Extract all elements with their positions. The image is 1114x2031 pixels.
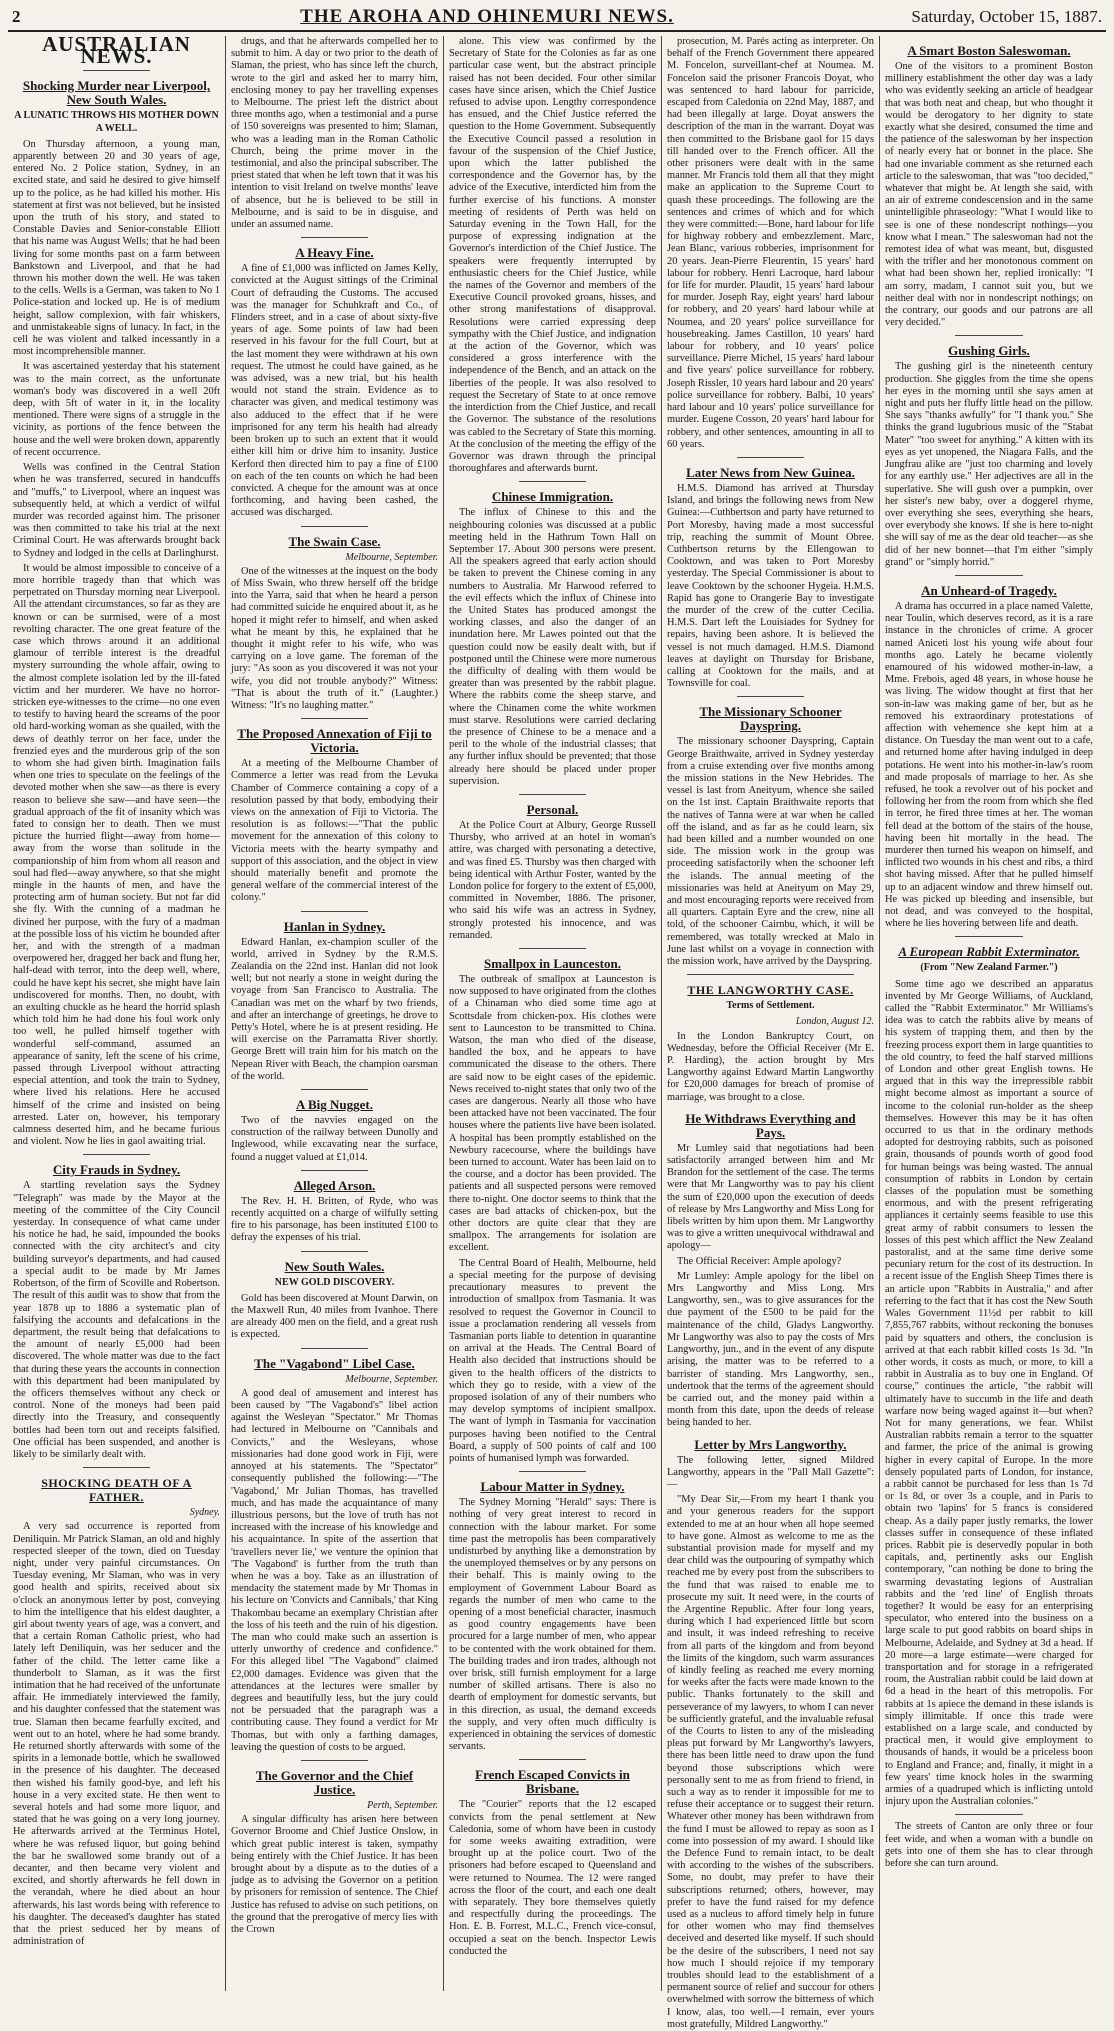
article-paragraph: H.M.S. Diamond has arrived at Thursday Island, and brings the following news from New Guinea:—Cuthbertson and party have returned to Port Moresby, having made a most successful trip, reaching the summit of Mount Obree. Cuthbertson returns by the Ellengowan to Cooktown, and was taken to Port Moresby yesterday. The Special Commissioner is about to leave Cooktown by the schooner Hygeia. H.M.S. Rapid has gone to Orangerie Bay to investigate the murder of the crew of the cutter Cecilia. H.M.S. Dart left the Louisiades for Sydney for repairs, having been ashore. It is believed the vessel is not much damaged. H.M.S. Diamond leaves at daylight on Thursday for Brisbane, calling at Cooktown for the mails, and at Townsville for coal. xyxy=(667,482,874,690)
article-title: Later News from New Guinea. xyxy=(686,464,855,480)
article-title: A European Rabbit Exterminator. xyxy=(898,944,1080,960)
article-paragraph: Some time ago we described an apparatus invented by Mr George Williams, of Auckland, called the "Rabbit Exterminator." Mr Williams's idea was to catch the rabbits alive by means of his system of trapping them, and then by the freezing process export them in large quantities to the old country, to feed the half starved millions of London and other great English towns. He argued that in this way the irrepressible rabbit might become almost as important a source of income to the colonial run-holder as the sheep themselves. However this may be it has often occurred to us that in the ordinary methods adopted for destroying rabbits, such as poisoned grain, thousands of pounds worth of good food for human beings was being wasted. The annual consumption of rabbits in London by certain classes of the population must be something enormous, and with the present refrigerating appliances it certainly seems feasible to use this great army of rabbit consumers to lessen the losses of this pest which afflict the New Zealand pastoralist, and at the same time derive some pecuniary return for the cost of its destruction. In a recent issue of the English Sheep Times there is an article upon "Rabbits in Australia," and after referring to the fact that it has cost the New South Wales Government 11½d per rabbit to kill 7,855,767 rabbits, without reckoning the bonuses paid by squatters and others, the conclusion is arrived at that each rabbit killed costs 1s 3d. "In other words, it costs as much, or more, to kill a rabbit in Australia as to buy one in England. Of course," continues the article, "the rabbit will ultimately have to succumb in the life and death warfare now being waged against it—but when? Not for many generations, we fear. Whilst Australian rabbits remain a terror to the squatter and farmer, the price of the animal is growing higher in every capital of Europe. In the more densely populated parts of London, for instance, a rabbit cannot be purchased for less than 1s 7d or 1s 8d, or over 3s a couple, and in Paris to obtain two 'lapins' for 5 francs is considered cheap. As a daily paper justly remarks, the lower classes suffer in consequence of these inflated prices. Rabbit pie is deservedly popular in both capitals, and, pertinently asks our English contemporary, "can nothing be done to bring the swarming devastating legions of Australian rabbits and the 'red line' of English throats together? It would be easy for an enterprising speculator, who entered into the business on a large scale to put good rabbits on board ships in Melbourne, Adelaide, and Sydney at 3d a head. If 20 more—a large estimate—were charged for transportation and for storage in a refrigerated room, the Australian rabbit could be laid down at 6d a head in the heart of this metropolis. For rabbits at 1s apiece the demand in these islands is simply illimitable. If once this trade were established on a large scale, and conducted by practical men, it would give employment to thousands of hands, it would be a priceless boon to England and France; and, finally, it might in a few years' time knock holes in the swarming armies of a quadruped which is inflicting untold injury upon the Australian colonies." xyxy=(885,978,1093,1808)
divider xyxy=(955,1814,1023,1815)
article-paragraph: "My Dear Sir,—From my heart I thank you and your generous readers for the support extended to me at an hour when all hope seemed to have gone. Almost as welcome to me as the substantial provision made for myself and my dear child was the outpouring of sympathy which reached me by every post from the subscribers to the fund that was raised to enable me to prosecute my suit. It need were, in the courts of the Argentine Republic. After four long years, during which I had experienced little but scorn and insult, it was indeed refreshing to receive from all parts of the kingdom and from beyond the limits of the kingdom, such warm assurances of kindly feeling as reached me every morning for weeks after the facts were made known to the public. Thanks fortunately to the skill and perseverance of my lawyers, to whom I can never be sufficiently grateful, and the invaluable refusal of the Courts to listen to any of the misleading pleas put forward by Mr Langworthy's lawyers, there has been little need to draw upon the fund beyond those subscriptions which were personally sent to me as from friend to friend, in such a way as to render it impossible for me to refuse their acceptance or to suggest their return. Whatever other money has been withdrawn from the fund I must be allowed to repay as soon as I come into possession of my award. I should like the Defence Fund to remain intact, to be dealt with according to the wishes of the subscribers. Some, no doubt, may prefer to have their subscriptions returned; others, however, may prefer to have the fund raised for my defence used as a nucleus to afford timely help in future for other women who may find themselves deceived and deserted like myself. If such should be the desire of the subscribers, I need not say how much I should rejoice if my temporary troubles should lead to the establishment of a permanent source of relief and succour for others overwhelmed with sorrow the bitterness of which I know, alas, too well.—I remain, ever yours most gratefully, Mildred Langworthy." xyxy=(667,1494,874,2030)
article-paragraph: The Central Board of Health, Melbourne, held a special meeting for the purpose of devising precautionary measures to prevent the introduction of smallpox from Tasmania. It was resolved to request the Governor in Council to issue a proclamation rendering all vessels from Tasmanian ports liable to detention in quarantine on arrival at the Heads. The Central Board of Health also decided that instructions should be given to the health officers of the districts to which they go to reside, with a view of the proposed isolation of any of their numbers who may develop symptoms of incipient smallpox. The want of lymph in Tasmania for vaccination purposes having been notified to the Central Board, a supply of 500 points of calf and 100 points of humanised lymph was forwarded. xyxy=(449,1257,656,1464)
divider xyxy=(301,237,368,238)
divider xyxy=(519,481,586,482)
article-title: The "Vagabond" Libel Case. xyxy=(254,1355,415,1371)
article-subtitle: Terms of Settlement. xyxy=(726,1000,815,1012)
divider xyxy=(519,1471,586,1472)
issue-date: Saturday, October 15, 1887. xyxy=(911,7,1102,26)
article-paragraph: Wells was confined in the Central Station when he was transferred, secured in handcuffs and "muffs," to Liverpool, where an inquest was subsequently held, at which a verdict of wilful murder was recorded against him. The prisoner was then committed to take his trial at the next Criminal Court. He was afterwards brought back to Sydney and lodged in the cells at Darlinghurst. xyxy=(13,462,220,559)
divider xyxy=(301,1251,368,1252)
article-paragraph: At the Police Court at Albury, George Russell Thursby, who arrived at an hotel in woman's attire, was charged with personating a detective, and was fined £5. Thursby was then charged with being identical with Arthur Foster, wanted by the London police for forgery to the extent of £5,000, committed in November, 1886. The prisoner, who said his wife was an actress in Sydney, strongly protested his innocence, and was remanded. xyxy=(449,819,656,941)
divider xyxy=(301,1170,368,1171)
article-paragraph: One of the visitors to a prominent Boston millinery establishment the other day was a lady who was evidently seeking an article of headgear that was both neat and cheap, but who thought it would be derogatory to her dignity to state exactly what she desired, consumed the time and the patience of the saleswoman by her inspection of nearly every hat or bonnet in the place. She had one invariable comment as she returned each article to the saleswoman, that was "too decided," whatever that might be. At length she said, with an air of extreme condescension and in the same unintelligible phraseology: "What I would like to see is one of these nondescript nothings—you know what I mean." The saleswoman had not the remotest idea of what was meant, but, disgusted with the trifler and her monotonous comment on what had been shown her, replied ironically: "I am sorry, madam, I cannot suit you, but we neither deal with nor in nondescript nothings; on the contrary, our goods and our patrons are all very decided." xyxy=(885,61,1093,329)
article-paragraph: The Rev. H. H. Britten, of Ryde, who was recently acquitted on a charge of wilfully setting fire to his parsonage, has been instituted £100 to defray the expenses of his trial. xyxy=(231,1195,438,1244)
divider xyxy=(519,1759,586,1760)
article-paragraph: Mr Lumley said that negotiations had been satisfactorily arranged between him and Mr Brandon for the settlement of the case. The terms were that Mr Langworthy was to pay his client the sum of £20,000 upon the execution of deeds of release by Mrs Langworthy and Miss Long for libels written by him upon them. Mr Langworthy was to give a written unequivocal withdrawal and apology— xyxy=(667,1142,874,1252)
article-subtitle: NEW GOLD DISCOVERY. xyxy=(274,1276,395,1288)
divider xyxy=(955,575,1023,576)
article-title: French Escaped Convicts in Brisbane. xyxy=(475,1767,630,1797)
article-paragraph: drugs, and that he afterwards compelled her to submit to him. A day or two prior to the death of Slaman, the priest, who has since left the church, wrote to the girl and asked her to marry him, enclosing money to pay her travelling expenses to Melbourne. The priest left the district about three months ago, when a testimonial and a purse of 150 sovereigns was presented to him; Slaman, who was a leading man in the Roman Catholic Church, being the prime mover in the testimonial, and also the principal subscriber. The priest stated that when he left town that it was his intention to visit Ireland on twelve months' leave of absence, but he is believed to be still in Melbourne, and is said to be in disguise, and under an assumed name. xyxy=(231,36,438,231)
article-paragraph: The following letter, signed Mildred Langworthy, appears in the "Pall Mall Gazette":— xyxy=(667,1454,874,1490)
divider xyxy=(955,335,1023,336)
divider xyxy=(737,696,804,697)
newspaper-title: THE AROHA AND OHINEMURI NEWS. xyxy=(300,6,674,27)
article-title: New South Wales. xyxy=(284,1258,385,1274)
divider xyxy=(687,974,854,975)
divider xyxy=(301,911,368,912)
divider xyxy=(519,794,586,795)
article-paragraph: A startling revelation says the Sydney "Telegraph" was made by the Mayor at the meeting of the committee of the City Council yesterday. In consequence of what came under his notice he had, he said, impounded the books connected with the city architect's and city building surveyor's departments, and had caused a special audit to be made by Mr James Robertson, of the firm of Scoville and Robertson. The result of this audit was to show that from the year 1878 up to 1886 a systematic plan of falsifying the accounts and defalcations in the department, the result being that defalcations to the amount of nearly £5,000 had been discovered. The whole matter was due to the fact that during these years the accounts in connection with this department had been manipulated by the officers themselves without any check or control. None of the moneys had been paid directly into the Treasury, and consequently bottles had been torn out and receipts falsified. One official has been suspended, and another is likely to be similarly dealt with. xyxy=(13,1180,220,1460)
article-title: Smallpox in Launceston. xyxy=(484,956,621,972)
divider xyxy=(83,1467,150,1468)
article-title: Alleged Arson. xyxy=(293,1177,376,1193)
article-title: A Big Nugget. xyxy=(296,1097,373,1113)
article-paragraph: A good deal of amusement and interest has been caused by "The Vagabond's" libel action against the Wesleyan "Spectator." Mr Thomas had lectured in Melbourne on "Cannibals and Convicts," and the Wesleyans, whose missionaries had done good work in Fiji, were annoyed at his statements. The "Spectator" consequently published the following:—"The 'Vagabond,' Mr Julian Thomas, has travelled much, and has made the acquaintance of many illustrious persons, but the love of truth has not increased with the increase of his knowledge and his acquaintance. In spite of the assertion that 'travellers never lie,' we venture the opinion that 'The Vagabond' is further from the truth than when he was a boy. Take as an illustration of mendacity the statement made by Mr Thomas in his lecture on 'Convicts and Cannibals,' that King Thakombau became an exemplary Christian after the loss of his teeth and the ruin of his digestion. The man who could make such an assertion is utterly unworthy of credence and confidence." For this alleged libel "The Vagabond" claimed £2,000 damages. Evidence was given that the attendances at the lectures were smaller by degrees and beautifully less, but the jury could not be persuaded that the paragraph was a contributing cause. They found a verdict for Mr Thomas, but with only a farthing damages, leaving the question of costs to be argued. xyxy=(231,1387,438,1753)
article-title: SHOCKING DEATH OF A FATHER. xyxy=(41,1476,192,1505)
article-paragraph: Edward Hanlan, ex-champion sculler of the world, arrived in Sydney by the R.M.S. Zealandia on the 22nd inst. Hanlan did not look well; but not nearly a stone in weight during the voyage from San Francisco to Australia. The Canadian was met on the wharf by two friends, and after an interchange of greetings, he drove to Petty's Hotel, where he is at present residing. He will exercise on the Parramatta River shortly. George Brett will train him for his match on the Nepean River with Beach, the champion oarsman of the world. xyxy=(231,936,438,1082)
article-paragraph: One of the witnesses at the inquest on the body of Miss Swain, who threw herself off the bridge into the Yarra, said that when he heard a person had committed suicide he enquired about it, as he hoped it might refer to himself, and when asked what he meant by this, he explained that he thought it might refer to his wife, who was carrying on a love game. The foreman of the jury: "As soon as you discovered it was not your wife, you did not trouble anybody?" Witness: "That is about the truth of it." (Laughter.) Witness: "It's no laughing matter." xyxy=(231,565,438,711)
divider xyxy=(83,1154,150,1155)
article-paragraph: At a meeting of the Melbourne Chamber of Commerce a letter was read from the Levuka Chamber of Commerce containing a copy of a resolution passed by that body, embodying their views on the annexation of Fiji to Victoria. The resolution is as follows:—"That the public movement for the annexation of this colony to Victoria meets with the hearty sympathy and support of this association, and the object in view should materially benefit and promote the general welfare of the commercial interest of the colony." xyxy=(231,758,438,904)
article-title: City Frauds in Sydney. xyxy=(52,1162,181,1178)
article-dateline: Sydney. xyxy=(189,1507,220,1519)
article-paragraph: The Official Receiver: Ample apology? xyxy=(677,1255,842,1267)
article-title: The Governor and the Chief Justice. xyxy=(255,1767,414,1797)
article-paragraph: Mr Lumley: Ample apology for the libel on Mrs Langworthy and Miss Long. Mrs Langworthy, sen., was to give assurances for the due payment of the £500 to be paid for the maintenance of the child, Gladys Langworthy. Mr Langworthy was also to pay the costs of Mrs Langworthy, jun., and in the event of any dispute arising, the matter was to be referred to a barrister of standing. Mrs Langworthy, sen., undertook that the terms of the agreement should be carried out, and the money paid within a month from this date, upon the deeds of release being handed to her. xyxy=(667,1270,874,1429)
section-title: AUSTRALIAN NEWS. xyxy=(42,32,191,69)
divider xyxy=(83,70,150,71)
article-title: A Heavy Fine. xyxy=(295,245,374,261)
article-title: The Missionary Schooner Dayspring. xyxy=(699,704,842,734)
article-title: THE LANGWORTHY CASE. xyxy=(687,983,854,998)
article-paragraph: A fine of £1,000 was inflicted on James Kelly, convicted at the August sittings of the Criminal Court of defrauding the Customs. The accused was the manager for Schuhkraft and Co., of Flinders street, and in a case of about sixty-five years of age. Some points of law had been reserved in his favour for the full Court, but at the last moment they were withdrawn at his own request. The utmost he could have gained, as he was advised, was a new trial, but his health would not stand the strain. Evidence as to character was given, and medical testimony was also adduced to the effect that if he were imprisoned for any term his health had already been broken up to such an extent that it would either kill him or drive him to insanity. Justice Kerford then directed him to pay a fine of £100 on each of the ten counts on which he had been convicted. A cheque for the amount was at once forthcoming, and having been cashed, the accused was discharged. xyxy=(231,263,438,519)
article-paragraph: A very sad occurrence is reported from Deniliquin. Mr Patrick Slaman, an old and highly respected sleeper of the town, died on Tuesday night, under very painful circumstances. On Tuesday evening, Mr Slaman, who was in very good health and spirits, received about six o'clock an anonymous letter by post, conveying to him the intelligence that his eldest daughter, a girl about twenty years of age, was a convert, and that a certain Roman Catholic priest, who had lately left Deniliquin, was her seducer and the father of the child. The letter came like a thunderbolt to Slaman, as it was the first intimation that he had received of the unfortunate affair. He immediately interviewed the family, and his daughter confessed that the statement was true. Slaman then became fearfully excited, and went out to an hotel, where he had some brandy. He returned shortly afterwards with some of the spirits in a lemonade bottle, which he swallowed in the presence of his daughter. The deceased then wished his family good-bye, and left his house in a very excited state. He then went to several hotels and had some more liquor, and stated that he was going on a very long journey. He afterwards arrived at the Terminus Hotel, where he was refused liquor, but going behind the bar he swallowed some brandy out of a decanter, and then became very violent and excited, and shortly afterwards he fell down in the verandah, where he died about an hour afterwards, his last words being with reference to his daughter. The deceased's daughter has stated that the priest seduced her by means of administration of xyxy=(13,1521,220,1948)
article-title: Gushing Girls. xyxy=(948,343,1030,359)
columns xyxy=(8,32,1106,2030)
divider xyxy=(301,718,368,719)
article-paragraph: The outbreak of smallpox at Launceston is now supposed to have originated from the clothes of a Chinaman who died some time ago at Scottsdale from chicken-pox. His clothes were sent to Launceston to be transmitted to China. Watson, the man who died of the disease, handled the box, and he appears to have communicated the disease to the others. There are said now to be eight cases of the epidemic. News received to-night states that only two of the cases are dangerous. Nearly all those who have been attacked have not been vaccinated. The four houses where the patients live have been isolated. A hospital has been promptly established on the Newbury racecourse, where the buildings have been turned to account. Water has been laid on to the course, and a doctor has been provided. The patients and all suspected persons were removed there to-night. One doctor seems to think that the cases are bad attacks of chicken-pox, but the other doctors are quite clear that they are smallpox. The arrangements for isolation are excellent. xyxy=(449,974,656,1254)
divider xyxy=(301,1760,368,1761)
article-paragraph: A drama has occurred in a place named Valette, near Toulin, which deserves record, as it is a rare instance in the chronicles of crime. A grocer named Aniceti lost his young wife about four months ago. Lately he became violently enamoured of his widowed mother-in-law, a Mme. Frebois, aged 48 years, in whose house he was living. The widow thought at first that her son-in-law was making game of her, but as he removed his extraordinary protestations of affection with vehemence she kept him at a distance. On Tuesday the man went out to a cafe, and returned home after having indulged in deep potations. He went into his mother-in-law's room and made proposals of marriage to her. As she refused, he took a revolver out of his pocket and following her from the room from which she fled in terror, he fired three times at her. The woman fell dead at the bottom of the stairs of the house, having been hit mortally in the head. The murderer then turned his weapon on himself, and inflicted two wounds in his chest and ribs, a third shot having missed. After that he pulled himself up to an adjacent window and threw himself out. He was picked up bleeding and insensible, but not dead, and was conveyed to the hospital, where he lies hovering between life and death. xyxy=(885,600,1093,930)
masthead xyxy=(8,6,1106,32)
article-title: Shocking Murder near Liverpool, New South Wales. xyxy=(22,78,211,108)
column-1 xyxy=(8,32,226,1991)
article-paragraph: Gold has been discovered at Mount Darwin, on the Maxwell Run, 40 miles from Ivanhoe. There are already 400 men on the field, and a great rush is expected. xyxy=(231,1292,438,1341)
article-dateline: London, August 12. xyxy=(795,1016,874,1028)
article-title: The Proposed Annexation of Fiji to Victoria. xyxy=(237,726,432,756)
article-paragraph: In the London Bankruptcy Court, on Wednesday, before the Official Receiver (Mr E. P. Harding), the action brought by Mrs Langworthy against Edward Martin Langworthy for £20,000 damages for breach of promise of marriage, was brought to a close. xyxy=(667,1030,874,1103)
article-paragraph: alone. This view was confirmed by the Secretary of State for the Colonies as far as one particular case went, but the abstract principle raised has not been decided. Four other similar cases have since arisen, which the Chief Justice refused to advise upon. Lengthy correspondence has ensued, and the Chief Justice referred the question to the Home Government. Subsequently the Executive Council passed a resolution in favour of the suspension of the Chief Justice, upon which the latter published the correspondence and the Governor has, by the advice of the Executive, interdicted him from the further exercise of his functions. A monster meeting of residents of Perth was held on Saturday evening in the Town Hall, for the purpose of expressing indignation at the Governor's interdiction of the Chief Justice. The speakers were frequently interrupted by enthusiastic cheers for the Chief Justice, while the names of the Governor and members of the Executive Council provoked groans, hisses, and other strong manifestations of disapproval. Resolutions were carried expressing deep sympathy with the Chief Justice, and indignation at the action of the Governor, which was considered a gross interference with the independence of the Bench, and an attack on the liberties of the people. It was also resolved to request the Secretary of State to at once remove the interdiction from the Chief Justice, and recall the Governor. The substance of the resolutions was cabled to the Secretary of State this morning. At the conclusion of the meeting the effigy of the Governor was drawn through the principal thoroughfares and afterwards burnt. xyxy=(449,36,656,475)
article-paragraph: It would be almost impossible to conceive of a more horrible tragedy than that which was perpetrated on Thursday morning near Liverpool. All the attendant circumstances, so far as they are known or can be surmised, were of a most revolting character. The one great feature of the case which throws around it an additional glamour of terrible interest is the dreadful mystery surrounding the whole affair, owing to the almost complete isolation led by the ill-fated victim and her murderer. We have no horror-stricken eye-witnesses to the crime—no one even to testify to having heard the screams of the poor old hard-working woman as she quailed, with the dews of deathly terror on her face, under the frenzied eyes and the murderous grip of the son to whom she had given birth. Imagination fails when one tries to speculate on the feelings of the devoted mother when she saw—as there is every reason to believe she saw—and have seen—the gradual approach of the fit of insanity which was fated to consign her to death. Then we must picture the hurried flight—away from home—away from the worse than solitude in the companionship of him from whom all reason and soul had fled—away anywhere, so that she might mingle in the haunts of men, and have the protecting arm of human society. But not far did she fly. With the cunning of a madman he divined her purpose, with the fury of a madman at the possible loss of his victim he bounded after her, and with the strength of a madman overpowered her, dragged her back and flung her, half-dead with terror, into the deep well, where, could he have kept his secret, she might have lain undiscovered for months. Then, no doubt, with an exulting chuckle as he heard the horrid splash which told him he had done his foul work only too well, he pulled himself together with wonderful self-command, assumed an appearance of sanity, left the scene of his crime, passed through Liverpool without attracting especial attention, and took the train to Sydney, where lived his relations. Here he accused himself of the crime and insisted on being arrested. Later on, however, his temporary calmness deserted him, and he became furious and violent. Now he lies in gaol awaiting trial. xyxy=(13,562,220,1148)
article-subtitle: A LUNATIC THROWS HIS MOTHER DOWN A WELL. xyxy=(14,110,219,134)
divider xyxy=(301,526,368,527)
article-title: The Swain Case. xyxy=(288,533,381,549)
article-title: Hanlan in Sydney. xyxy=(283,918,386,934)
article-paragraph: The influx of Chinese to this and the neighbouring colonies was discussed at a public meeting held in the Hathrum Town Hall on September 17. About 300 persons were present. All the speakers agreed that early action should be taken to prevent the Chinese coming in any numbers to Australia. Mr Harwood referred to the evil effects which the influx of Chinese into the United States has produced amongst the working classes, and also the danger of an inundation here. Mr Lawes pointed out that the question could now be easily dealt with, but if postponed until the Chinese were more numerous the difficulty of dealing with them would be greater than was presented by the rabbit plague. Where the rabbits come the sheep starve, and where the Chinamen come the white workmen must starve. Resolutions were carried declaring the presence of Chinese to be a menace and a peril to the whole of the industrial classes; that any further influx should be prevented; that those already here should be placed under proper supervision. xyxy=(449,507,656,787)
column-5 xyxy=(880,36,1098,1991)
article-paragraph: It was ascertained yesterday that his statement was to the main correct, as the unfortunate woman's body was discovered in a well 20ft deep, with 5ft of water in it, in the locality mentioned. There were signs of a struggle in the vicinity, as portions of the fence between the house and the well were broken down, apparently of recent occurrence. xyxy=(13,361,220,458)
article-paragraph: The Sydney Morning "Herald" says: There is nothing of very great interest to record in connection with the labour market. For some time past the metropolis has been comparatively undisturbed by anything like a demonstration by the unemployed themselves or by any persons on their behalf. This is mainly owing to the employment of Government Labour Board as regards the number of men who came to the opening of a most beneficial character, inasmuch as good country engagements have been procured for a large number of men, who appear to be contented with the work obtained for them. The building trades and iron trades, although not over brisk, still furnish employment for a large number of skilled artisans. There is also no dearth of employment for domestic servants, but in this direction, as usual, the demand exceeds the supply, and very often much difficulty is experienced in obtaining the services of domestic servants. xyxy=(449,1497,656,1753)
article-source: (From "New Zealand Farmer.") xyxy=(920,962,1058,974)
article-title: An Unheard-of Tragedy. xyxy=(921,582,1057,598)
article-paragraph: The missionary schooner Dayspring, Captain George Braithwaite, arrived in Sydney yesterday from a cruise extending over five months among the mission stations in the New Hebrides. The vessel is last from Aneityum, whence she sailed on the 1st inst. Captain Braithwaite reports that the natives of Tanna were at war when he called off the island, and as far as he could learn, six had been killed and a number wounded on one side. The mission work in the group was proceeding satisfactorily when the schooner left the islands. The annual meeting of the missionaries was held at Aneityum on May 29, and most encouraging reports were received from all quarters. Captain Eyre and the crew, nine all told, of the schooner Cairnbu, which, it will be remembered, was totally wrecked at Malo in June last whilst on a voyage in connection with the mission work, have arrived by the Dayspring. xyxy=(667,736,874,968)
article-paragraph: The gushing girl is the nineteenth century production. She giggles from the time she opens her eyes in the morning until she says amen at night and puts her fluffy little head on the pillow. She says "thanks awfully" for "I thank you." She thinks the grand lugubrious music of the "Stabat Mater" "too sweet for anything." A kitten with its eyes as yet unopened, the Niagara Falls, and the Jungfrau alike are "just too charming and lovely for any earthly use." Her adjectives are all in the superlative. She will gush over a pumpkin, over her sister's new baby, over a doggerel rhyme, over everything she sees, everything she hears, over everybody she knows. If she is here to-night she will say of me as the dear old teacher—as she did of her new bonnet—that I'm either "simply grand" or "simply horrid." xyxy=(885,361,1093,568)
page-number: 2 xyxy=(12,7,21,26)
article-title: Personal. xyxy=(526,801,579,817)
column-3 xyxy=(444,36,662,1991)
article-title: Labour Matter in Sydney. xyxy=(480,1479,625,1495)
article-title: Chinese Immigration. xyxy=(491,489,614,505)
article-title: Letter by Mrs Langworthy. xyxy=(694,1436,847,1452)
divider xyxy=(519,948,586,949)
article-paragraph: Two of the navvies engaged on the construction of the railway between Dunolly and Inglewood, while excavating near the surface, found a nugget valued at £1,014. xyxy=(231,1115,438,1163)
article-paragraph: On Thursday afternoon, a young man, apparently between 20 and 30 years of age, entered No. 2 Police station, Sydney, in an excited state, and said he desired to give himself up to the police, as he had killed his mother. His statement at first was not believed, but he insisted upon the truth of his story, and stated to Constable Davies and Senior-constable Elliott that his name was August Wells; that he had been living for some months past on a farm between Bankstown and Liverpool, and that he had thrown his mother down the well. He was taken to the cells. Wells is a German, was taken to No 1 Police-station and locked up. He is of medium height, sallow complexion, with fair whiskers, and unmistakeable signs of lunacy. In fact, in the cell he was violent and talked incessantly in a most incomprehensible manner. xyxy=(13,138,220,358)
article-paragraph: The "Courier" reports that the 12 escaped convicts from the penal settlement at New Caledonia, some of whom have been in custody for some weeks awaiting extradition, were brought up at the police court. Two of the prisoners had before escaped to Queensland and were returned to Noumea. The 12 were ranged across the floor of the court, and each one dealt with separately. They bore themselves quietly and respectfully during the proceedings. The Hon. E. B. Forrest, M.L.C., French vice-consul, occupied a seat on the bench. Inspector Lewis conducted the xyxy=(449,1799,656,1957)
divider xyxy=(301,1089,368,1090)
article-paragraph: The streets of Canton are only three or four feet wide, and when a woman with a bundle on gets into one of them she has to clear through before she can turn around. xyxy=(885,1821,1093,1870)
article-dateline: Melbourne, September. xyxy=(345,551,438,563)
article-dateline: Melbourne, September. xyxy=(345,1373,438,1385)
divider xyxy=(301,1348,368,1349)
article-dateline: Perth, September. xyxy=(367,1799,438,1811)
divider xyxy=(737,457,804,458)
article-paragraph: A singular difficulty has arisen here between Governor Broome and Chief Justice Onslow, in which great public interest is taken, sympathy being entirely with the Chief Justice. It has been brought about by a dispute as to the duties of a judge as to advising the Governor on a petition by prisoners for remission of sentence. The Chief Justice has refused to advise on such petitions, on the ground that the prerogative of mercy lies with the Crown xyxy=(231,1814,438,1935)
column-4 xyxy=(662,36,880,2030)
column-2 xyxy=(226,36,444,1991)
article-title: He Withdraws Everything and Pays. xyxy=(685,1110,856,1140)
divider xyxy=(955,936,1023,937)
article-paragraph: prosecution, M. Parés acting as interpreter. On behalf of the French Government there appeared M. Foncelon, surveillant-chef at Noumea. M. Foncelon said the prisoner Francois Doyat, who was sentenced to hard labour for parricide, escaped from Caledonia on 22nd May, 1887, and had been illegally at large. Doyat answers the description of the man in the warrant. Doyat was then committed to the Brisbane gaol for 15 days till handed over to the French officer. All the other prisoners were dealt with in the same manner. Mr Francis told them all that they might make an application to the Supreme Court to quash these proceedings. The following are the sentences and crimes of which and for which they were committed:—Bone, hard labour for life for highway robbery and embezzlement. Marc, Jean Blanc, various robberies, imprisonment for 20 years. Jean-Pierre Fleurentin, 15 years' hard labour for robbery. Henri Lacroque, hard labour for life for murder. Plaudit, 15 years' hard labour for murder. Joseph Ray, eight years' hard labour for robbery, and 20 years' hard labour while at Noumea, and 20 years' police surveillance for housebreaking. James Castillon, 10 years' hard labour for robbery, and 10 years' police surveillance. Pierre Michel, 15 years' hard labour and five years' police surveillance for robbery. Joseph Rissler, 10 years hard labour and 20 years' police surveillance for robbery. Balbi, 10 years' hard labour and 10 years' police surveillance for murder. Eugene Cosson, 20 years' hard labour for robbery, and other sentences, amounting in all to 60 years. xyxy=(667,36,874,450)
article-title: A Smart Boston Saleswoman. xyxy=(907,43,1071,58)
